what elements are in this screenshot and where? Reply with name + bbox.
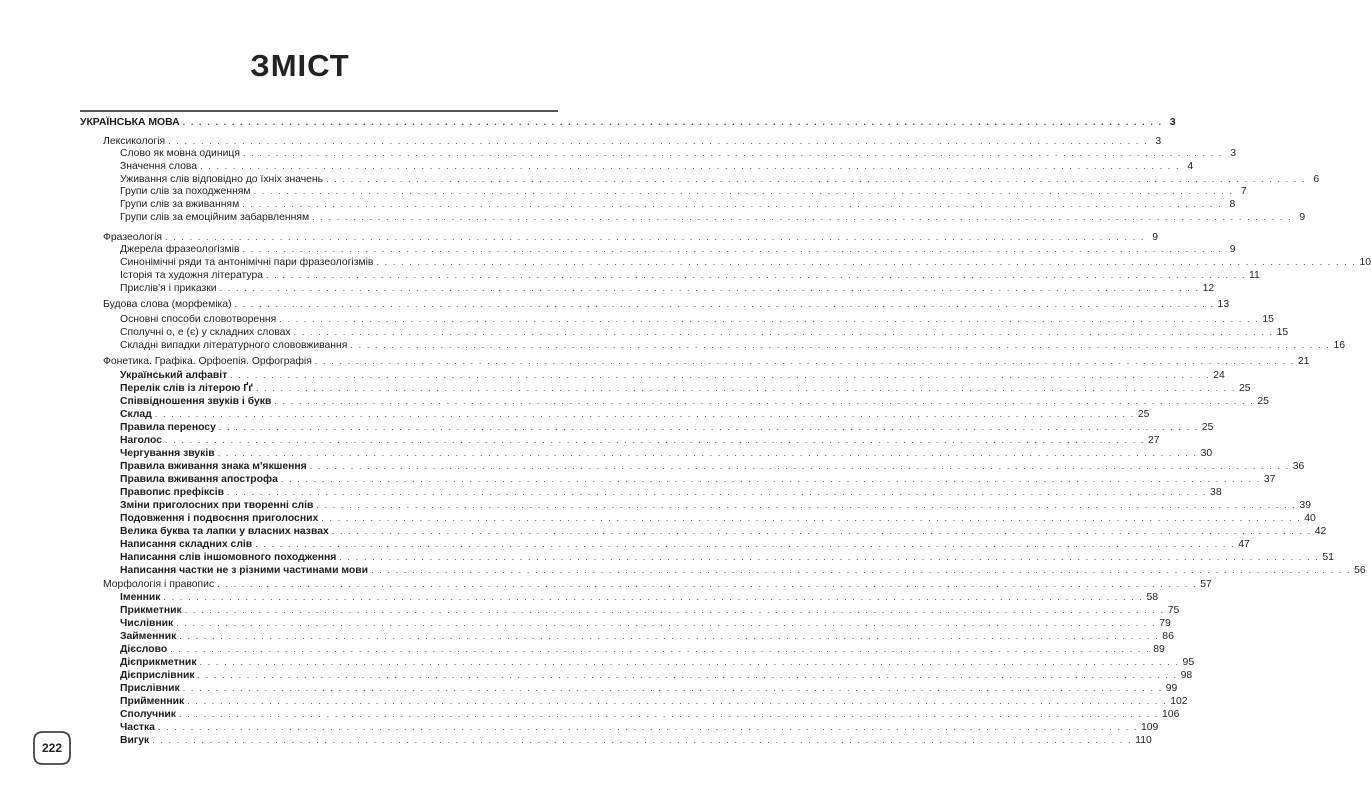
toc-entry-page: 89 [1153,644,1165,655]
toc-entry-page: 58 [1146,592,1159,603]
toc-leader-dots: . . . . . . . . . . . . . . . . . . . . . . . . . . . . . . . . . . . . . . . . . . . . . . . . . . . . . . . . . . . . . . . . . . . . . . . . . . . . . . . . . . . . . . . . . . . . . . . . . . . . . . . . . . . . . . . . . . . . . . . . [280,474,1261,484]
toc-entry-label: Фразеологія [103,232,163,243]
toc-entry-page: 8 [1229,199,1236,210]
toc-leader-dots: . . . . . . . . . . . . . . . . . . . . . . . . . . . . . . . . . . . . . . . . . . . . . . . . . . . . . . . . . . . . . . . . . . . . . . . . . . . . . . . . . . . . . . . . . . . . . . . . . . . . . . . . . . . . . . . . . . . . . . . . [179,631,1160,641]
toc-leader-dots: . . . . . . . . . . . . . . . . . . . . . . . . . . . . . . . . . . . . . . . . . . . . . . . . . . . . . . . . . . . . . . . . . . . . . . . . . . . . . . . . . . . . . . . . . . . . . . . . . . . . . . . . . . . . . . . . . . . . . . . . [331,526,1312,536]
toc-leader-dots: . . . . . . . . . . . . . . . . . . . . . . . . . . . . . . . . . . . . . . . . . . . . . . . . . . . . . . . . . . . . . . . . . . . . . . . . . . . . . . . . . . . . . . . . . . . . . . . . . . . . . . . . . . . . . . . . . . . . . . . . [350,340,1331,350]
toc-leader-dots: . . . . . . . . . . . . . . . . . . . . . . . . . . . . . . . . . . . . . . . . . . . . . . . . . . . . . . . . . . . . . . . . . . . . . . . . . . . . . . . . . . . . . . . . . . . . . . . . . . . . . . . . . . . . . . . . . . . . . . . . [154,409,1135,419]
toc-item [120,512,1316,525]
toc-entry-label: Правила вживання апострофа [120,474,278,485]
toc-leader-dots: . . . . . . . . . . . . . . . . . . . . . . . . . . . . . . . . . . . . . . . . . . . . . . . . . . . . . . . . . . . . . . . . . . . . . . . . . . . . . . . . . . . . . . . . . . . . . . . . . . . . . . . . . . . . . . . . . . . . . . . . [255,383,1236,393]
toc-item [120,447,1213,460]
toc-entry-label: Прислів'я і приказки [120,283,217,294]
toc-chapter [103,355,1310,368]
toc-entry-label: Сполучні о, е (є) у складних словах [120,327,291,338]
toc-item [120,369,1225,382]
toc-leader-dots: . . . . . . . . . . . . . . . . . . . . . . . . . . . . . . . . . . . . . . . . . . . . . . . . . . . . . . . . . . . . . . . . . . . . . . . . . . . . . . . . . . . . . . . . . . . . . . . . . . . . . . . . . . . . . . . . . . . . . . . . [242,244,1223,254]
toc-leader-dots: . . . . . . . . . . . . . . . . . . . . . . . . . . . . . . . . . . . . . . . . . . . . . . . . . . . . . . . . . . . . . . . . . . . . . . . . . . . . . . . . . . . . . . . . . . . . . . . . . . . . . . . . . . . . . . . . . . . . . . . . [184,605,1165,615]
toc-entry-page: 6 [1313,174,1320,185]
toc-leader-dots: . . . . . . . . . . . . . . . . . . . . . . . . . . . . . . . . . . . . . . . . . . . . . . . . . . . . . . . . . . . . . . . . . . . . . . . . . . . . . . . . . . . . . . . . . . . . . . . . . . . . . . . . . . . . . . . . . . . . . . . . [199,657,1180,667]
toc-leader-dots: . . . . . . . . . . . . . . . . . . . . . . . . . . . . . . . . . . . . . . . . . . . . . . . . . . . . . . . . . . . . . . . . . . . . . . . . . . . . . . . . . . . . . . . . . . . . . . . . . . . . . . . . . . . . . . . . . . . . . . . . [219,283,1200,293]
toc-leader-dots: . . . . . . . . . . . . . . . . . . . . . . . . . . . . . . . . . . . . . . . . . . . . . . . . . . . . . . . . . . . . . . . . . . . . . . . . . . . . . . . . . . . . . . . . . . . . . . . . . . . . . . . . . . . . . . . . . . . . . . . . [218,422,1199,432]
toc-entry-page: 109 [1140,722,1159,733]
toc-item [120,708,1180,721]
toc-entry-page: 13 [1217,299,1230,310]
toc-item [120,656,1195,669]
toc-leader-dots: . . . . . . . . . . . . . . . . . . . . . . . . . . . . . . . . . . . . . . . . . . . . . . . . . . . . . . . . . . . . . . . . . . . . . . . . . . . . . . . . . . . . . . . . . . . . . . . . . . . . . . . . . . . . . . . . . . . . . . . . [168,136,1149,146]
toc-item [120,734,1152,747]
toc-item [120,499,1311,512]
toc-leader-dots: . . . . . . . . . . . . . . . . . . . . . . . . . . . . . . . . . . . . . . . . . . . . . . . . . . . . . . . . . . . . . . . . . . . . . . . . . . . . . . . . . . . . . . . . . . . . . . . . . . . . . . . . . . . . . . . . . . . . . . . . [165,232,1146,242]
toc-item [120,669,1193,682]
toc-entry-label: Морфологія і правопис [103,579,215,590]
toc-entry-label: Складні випадки літературного слововживання [120,340,348,351]
toc-entry-page: 51 [1322,552,1334,563]
toc-leader-dots: . . . . . . . . . . . . . . . . . . . . . . . . . . . . . . . . . . . . . . . . . . . . . . . . . . . . . . . . . . . . . . . . . . . . . . . . . . . . . . . . . . . . . . . . . . . . . . . . . . . . . . . . . . . . . . . . . . . . . . . . [230,370,1211,380]
toc-entry-label: Групи слів за вживанням [120,199,240,210]
toc-entry-label: Написання частки не з різними частинами мови [120,565,369,576]
toc-entry-page: 36 [1292,461,1305,472]
toc-leader-dots: . . . . . . . . . . . . . . . . . . . . . . . . . . . . . . . . . . . . . . . . . . . . . . . . . . . . . . . . . . . . . . . . . . . . . . . . . . . . . . . . . . . . . . . . . . . . . . . . . . . . . . . . . . . . . . . . . . . . . . . . [371,565,1352,575]
toc-entry-label: Правила вживання знака м'якшення [120,461,307,472]
toc-entry-page: 39 [1299,500,1311,511]
toc-entry-page: 37 [1263,474,1276,485]
toc-leader-dots: . . . . . . . . . . . . . . . . . . . . . . . . . . . . . . . . . . . . . . . . . . . . . . . . . . . . . . . . . . . . . . . . . . . . . . . . . . . . . . . . . . . . . . . . . . . . . . . . . . . . . . . . . . . . . . . . . . . . . . . . [152,735,1133,745]
toc-leader-dots: . . . . . . . . . . . . . . . . . . . . . . . . . . . . . . . . . . . . . . . . . . . . . . . . . . . . . . . . . . . . . . . . . . . . . . . . . . . . . . . . . . . . . . . . . . . . . . . . . . . . . . . . . . . . . . . . . . . . . . . . [314,356,1295,366]
toc-entry-page: 25 [1137,409,1150,420]
page-title: ЗМІСТ [250,48,350,83]
toc-leader-dots: . . . . . . . . . . . . . . . . . . . . . . . . . . . . . . . . . . . . . . . . . . . . . . . . . . . . . . . . . . . . . . . . . . . . . . . . . . . . . . . . . . . . . . . . . . . . . . . . . . . . . . . . . . . . . . . . . . . . . . . . [376,257,1357,267]
toc-entry-label: Фонетика. Графіка. Орфоепія. Орфографія [103,356,312,367]
title-divider [80,110,558,112]
toc-item [120,525,1327,538]
toc-entry-page: 4 [1187,161,1194,172]
toc-section [80,116,1176,129]
toc-leader-dots: . . . . . . . . . . . . . . . . . . . . . . . . . . . . . . . . . . . . . . . . . . . . . . . . . . . . . . . . . . . . . . . . . . . . . . . . . . . . . . . . . . . . . . . . . . . . . . . . . . . . . . . . . . . . . . . . . . . . . . . . [312,212,1293,222]
toc-item [120,434,1160,447]
toc-entry-label: Перелік слів із літерою Ґґ [120,383,253,394]
toc-item [120,147,1236,160]
toc-entry-label: Написання слів іншомовного походження [120,552,337,563]
toc-item [120,486,1222,499]
toc-entry-page: 10 [1359,257,1371,268]
toc-entry-label: Синонімічні ряди та антонімічні пари фразеологізмів [120,257,374,268]
toc-entry-label: Групи слів за емоційним забарвленням [120,212,310,223]
toc-item [120,382,1251,395]
toc-item [120,630,1174,643]
toc-entry-label: Історія та художня література [120,270,264,281]
toc-entry-page: 15 [1262,314,1274,325]
toc-item [120,421,1214,434]
toc-entry-label: Чергування звуків [120,448,215,459]
toc-entry-page: 79 [1159,618,1171,629]
toc-entry-page: 3 [1169,117,1176,128]
toc-entry-page: 3 [1155,136,1162,147]
toc-entry-page: 102 [1170,696,1188,707]
toc-entry-label: Іменник [120,592,161,603]
toc-entry-label: Дієслово [120,644,168,655]
toc-entry-page: 57 [1200,579,1212,590]
toc-item [120,551,1334,564]
toc-leader-dots: . . . . . . . . . . . . . . . . . . . . . . . . . . . . . . . . . . . . . . . . . . . . . . . . . . . . . . . . . . . . . . . . . . . . . . . . . . . . . . . . . . . . . . . . . . . . . . . . . . . . . . . . . . . . . . . . . . . . . . . . [309,461,1290,471]
toc-entry-label: Український алфавіт [120,370,228,381]
toc-item [120,211,1306,224]
toc-item [120,256,1371,269]
toc-entry-label: Частка [120,722,155,733]
toc-entry-page: 75 [1167,605,1180,616]
toc-entry-page: 12 [1202,283,1215,294]
toc-entry-label: Групи слів за походженням [120,186,251,197]
toc-entry-page: 30 [1200,448,1213,459]
toc-entry-page: 24 [1213,370,1225,381]
toc-item [120,243,1236,256]
toc-item [120,617,1171,630]
toc-item [120,604,1180,617]
toc-entry-page: 9 [1152,232,1159,243]
toc-entry-label: Слово як мовна одиниця [120,148,240,159]
toc-item [120,538,1250,551]
toc-leader-dots: . . . . . . . . . . . . . . . . . . . . . . . . . . . . . . . . . . . . . . . . . . . . . . . . . . . . . . . . . . . . . . . . . . . . . . . . . . . . . . . . . . . . . . . . . . . . . . . . . . . . . . . . . . . . . . . . . . . . . . . . [200,161,1181,171]
toc-entry-label: Правопис префіксів [120,487,225,498]
toc-leader-dots: . . . . . . . . . . . . . . . . . . . . . . . . . . . . . . . . . . . . . . . . . . . . . . . . . . . . . . . . . . . . . . . . . . . . . . . . . . . . . . . . . . . . . . . . . . . . . . . . . . . . . . . . . . . . . . . . . . . . . . . . [217,579,1198,589]
toc-leader-dots: . . . . . . . . . . . . . . . . . . . . . . . . . . . . . . . . . . . . . . . . . . . . . . . . . . . . . . . . . . . . . . . . . . . . . . . . . . . . . . . . . . . . . . . . . . . . . . . . . . . . . . . . . . . . . . . . . . . . . . . . [321,513,1302,523]
toc-entry-label: Дієприслівник [120,670,195,681]
toc-entry-label: Будова слова (морфеміка) [103,299,232,310]
toc-entry-page: 110 [1135,735,1152,746]
toc-entry-page: 11 [1249,270,1260,281]
toc-leader-dots: . . . . . . . . . . . . . . . . . . . . . . . . . . . . . . . . . . . . . . . . . . . . . . . . . . . . . . . . . . . . . . . . . . . . . . . . . . . . . . . . . . . . . . . . . . . . . . . . . . . . . . . . . . . . . . . . . . . . . . . . [217,448,1198,458]
toc-leader-dots: . . . . . . . . . . . . . . . . . . . . . . . . . . . . . . . . . . . . . . . . . . . . . . . . . . . . . . . . . . . . . . . . . . . . . . . . . . . . . . . . . . . . . . . . . . . . . . . . . . . . . . . . . . . . . . . . . . . . . . . . [182,117,1163,127]
toc-entry-label: УКРАЇНСЬКА МОВА [80,117,180,128]
toc-entry-label: Велика буква та лапки у власних назвах [120,526,329,537]
toc-leader-dots: . . . . . . . . . . . . . . . . . . . . . . . . . . . . . . . . . . . . . . . . . . . . . . . . . . . . . . . . . . . . . . . . . . . . . . . . . . . . . . . . . . . . . . . . . . . . . . . . . . . . . . . . . . . . . . . . . . . . . . . . [170,644,1151,654]
toc-item [120,160,1194,173]
toc-item [120,473,1276,486]
toc-item [120,313,1274,326]
toc-item [120,339,1345,352]
toc-entry-page: 3 [1230,148,1236,159]
toc-entry-page: 25 [1257,396,1269,407]
toc-entry-label: Написання складних слів [120,539,253,550]
toc-entry-label: Займенник [120,631,177,642]
toc-item [120,643,1165,656]
toc-leader-dots: . . . . . . . . . . . . . . . . . . . . . . . . . . . . . . . . . . . . . . . . . . . . . . . . . . . . . . . . . . . . . . . . . . . . . . . . . . . . . . . . . . . . . . . . . . . . . . . . . . . . . . . . . . . . . . . . . . . . . . . . [316,500,1297,510]
toc-leader-dots: . . . . . . . . . . . . . . . . . . . . . . . . . . . . . . . . . . . . . . . . . . . . . . . . . . . . . . . . . . . . . . . . . . . . . . . . . . . . . . . . . . . . . . . . . . . . . . . . . . . . . . . . . . . . . . . . . . . . . . . . [339,552,1320,562]
toc-entry-page: 9 [1229,244,1236,255]
toc-item [120,185,1247,198]
toc-leader-dots: . . . . . . . . . . . . . . . . . . . . . . . . . . . . . . . . . . . . . . . . . . . . . . . . . . . . . . . . . . . . . . . . . . . . . . . . . . . . . . . . . . . . . . . . . . . . . . . . . . . . . . . . . . . . . . . . . . . . . . . . [266,270,1247,280]
toc-entry-label: Зміни приголосних при творенні слів [120,500,314,511]
toc-entry-label: Вигук [120,735,150,746]
toc-entry-page: 95 [1182,657,1195,668]
toc-entry-page: 7 [1240,186,1247,197]
toc-entry-page: 40 [1304,513,1316,524]
toc-entry-label: Джерела фразеологізмів [120,244,240,255]
toc-entry-page: 25 [1201,422,1214,433]
toc-leader-dots: . . . . . . . . . . . . . . . . . . . . . . . . . . . . . . . . . . . . . . . . . . . . . . . . . . . . . . . . . . . . . . . . . . . . . . . . . . . . . . . . . . . . . . . . . . . . . . . . . . . . . . . . . . . . . . . . . . . . . . . . [253,186,1234,196]
toc-leader-dots: . . . . . . . . . . . . . . . . . . . . . . . . . . . . . . . . . . . . . . . . . . . . . . . . . . . . . . . . . . . . . . . . . . . . . . . . . . . . . . . . . . . . . . . . . . . . . . . . . . . . . . . . . . . . . . . . . . . . . . . . [326,174,1307,184]
toc-entry-page: 86 [1162,631,1174,642]
toc-entry-page: 25 [1238,383,1251,394]
toc-item [120,408,1150,421]
toc-item [120,269,1260,282]
toc-entry-label: Наголос [120,435,163,446]
toc-chapter [103,298,1230,311]
toc-entry-label: Числівник [120,618,174,629]
toc-chapter [103,578,1212,591]
toc-leader-dots: . . . . . . . . . . . . . . . . . . . . . . . . . . . . . . . . . . . . . . . . . . . . . . . . . . . . . . . . . . . . . . . . . . . . . . . . . . . . . . . . . . . . . . . . . . . . . . . . . . . . . . . . . . . . . . . . . . . . . . . . [182,683,1163,693]
toc-entry-page: 15 [1276,327,1289,338]
toc-entry-label: Співвідношення звуків і букв [120,396,272,407]
toc-leader-dots: . . . . . . . . . . . . . . . . . . . . . . . . . . . . . . . . . . . . . . . . . . . . . . . . . . . . . . . . . . . . . . . . . . . . . . . . . . . . . . . . . . . . . . . . . . . . . . . . . . . . . . . . . . . . . . . . . . . . . . . . [176,618,1157,628]
toc-item [120,326,1289,339]
toc-item [120,682,1178,695]
toc-entry-label: Прикметник [120,605,182,616]
page-number-badge [33,731,71,765]
toc-leader-dots: . . . . . . . . . . . . . . . . . . . . . . . . . . . . . . . . . . . . . . . . . . . . . . . . . . . . . . . . . . . . . . . . . . . . . . . . . . . . . . . . . . . . . . . . . . . . . . . . . . . . . . . . . . . . . . . . . . . . . . . . [197,670,1178,680]
toc-item [120,564,1366,577]
toc-item [120,721,1159,734]
toc-entry-label: Значення слова [120,161,198,172]
toc-entry-page: 16 [1333,340,1345,351]
toc-leader-dots: . . . . . . . . . . . . . . . . . . . . . . . . . . . . . . . . . . . . . . . . . . . . . . . . . . . . . . . . . . . . . . . . . . . . . . . . . . . . . . . . . . . . . . . . . . . . . . . . . . . . . . . . . . . . . . . . . . . . . . . . [163,592,1144,602]
toc-entry-label: Дієприкметник [120,657,197,668]
toc-leader-dots: . . . . . . . . . . . . . . . . . . . . . . . . . . . . . . . . . . . . . . . . . . . . . . . . . . . . . . . . . . . . . . . . . . . . . . . . . . . . . . . . . . . . . . . . . . . . . . . . . . . . . . . . . . . . . . . . . . . . . . . . [279,314,1260,324]
toc-leader-dots: . . . . . . . . . . . . . . . . . . . . . . . . . . . . . . . . . . . . . . . . . . . . . . . . . . . . . . . . . . . . . . . . . . . . . . . . . . . . . . . . . . . . . . . . . . . . . . . . . . . . . . . . . . . . . . . . . . . . . . . . [179,709,1160,719]
toc-entry-page: 106 [1162,709,1180,720]
toc-entry-label: Основні способи словотворення [120,314,277,325]
toc-leader-dots: . . . . . . . . . . . . . . . . . . . . . . . . . . . . . . . . . . . . . . . . . . . . . . . . . . . . . . . . . . . . . . . . . . . . . . . . . . . . . . . . . . . . . . . . . . . . . . . . . . . . . . . . . . . . . . . . . . . . . . . . [187,696,1168,706]
toc-item [120,695,1188,708]
toc-leader-dots: . . . . . . . . . . . . . . . . . . . . . . . . . . . . . . . . . . . . . . . . . . . . . . . . . . . . . . . . . . . . . . . . . . . . . . . . . . . . . . . . . . . . . . . . . . . . . . . . . . . . . . . . . . . . . . . . . . . . . . . . [157,722,1138,732]
toc-item [120,282,1215,295]
toc-entry-label: Прийменник [120,696,185,707]
toc-leader-dots: . . . . . . . . . . . . . . . . . . . . . . . . . . . . . . . . . . . . . . . . . . . . . . . . . . . . . . . . . . . . . . . . . . . . . . . . . . . . . . . . . . . . . . . . . . . . . . . . . . . . . . . . . . . . . . . . . . . . . . . . [227,487,1208,497]
toc-entry-label: Склад [120,409,152,420]
toc-leader-dots: . . . . . . . . . . . . . . . . . . . . . . . . . . . . . . . . . . . . . . . . . . . . . . . . . . . . . . . . . . . . . . . . . . . . . . . . . . . . . . . . . . . . . . . . . . . . . . . . . . . . . . . . . . . . . . . . . . . . . . . . [165,435,1146,445]
toc-item [120,460,1305,473]
toc-entry-page: 38 [1210,487,1222,498]
toc-item [120,395,1269,408]
toc-entry-page: 42 [1314,526,1327,537]
toc-entry-label: Уживання слів відповідно до їхніх значень [120,174,324,185]
toc-leader-dots: . . . . . . . . . . . . . . . . . . . . . . . . . . . . . . . . . . . . . . . . . . . . . . . . . . . . . . . . . . . . . . . . . . . . . . . . . . . . . . . . . . . . . . . . . . . . . . . . . . . . . . . . . . . . . . . . . . . . . . . . [242,148,1223,158]
toc-leader-dots: . . . . . . . . . . . . . . . . . . . . . . . . . . . . . . . . . . . . . . . . . . . . . . . . . . . . . . . . . . . . . . . . . . . . . . . . . . . . . . . . . . . . . . . . . . . . . . . . . . . . . . . . . . . . . . . . . . . . . . . . [274,396,1255,406]
toc-entry-page: 21 [1297,356,1310,367]
toc-entry-page: 27 [1148,435,1160,446]
toc-entry-page: 56 [1354,565,1366,576]
toc-leader-dots: . . . . . . . . . . . . . . . . . . . . . . . . . . . . . . . . . . . . . . . . . . . . . . . . . . . . . . . . . . . . . . . . . . . . . . . . . . . . . . . . . . . . . . . . . . . . . . . . . . . . . . . . . . . . . . . . . . . . . . . . [234,299,1215,309]
toc-entry-page: 98 [1180,670,1193,681]
toc-entry-label: Сполучник [120,709,177,720]
toc-entry-label: Прислівник [120,683,180,694]
toc-leader-dots: . . . . . . . . . . . . . . . . . . . . . . . . . . . . . . . . . . . . . . . . . . . . . . . . . . . . . . . . . . . . . . . . . . . . . . . . . . . . . . . . . . . . . . . . . . . . . . . . . . . . . . . . . . . . . . . . . . . . . . . . [242,199,1223,209]
toc-entry-page: 9 [1299,212,1306,223]
toc-item [120,198,1236,211]
toc-leader-dots: . . . . . . . . . . . . . . . . . . . . . . . . . . . . . . . . . . . . . . . . . . . . . . . . . . . . . . . . . . . . . . . . . . . . . . . . . . . . . . . . . . . . . . . . . . . . . . . . . . . . . . . . . . . . . . . . . . . . . . . . [255,539,1236,549]
toc-entry-page: 99 [1165,683,1178,694]
toc-leader-dots: . . . . . . . . . . . . . . . . . . . . . . . . . . . . . . . . . . . . . . . . . . . . . . . . . . . . . . . . . . . . . . . . . . . . . . . . . . . . . . . . . . . . . . . . . . . . . . . . . . . . . . . . . . . . . . . . . . . . . . . . [293,327,1274,337]
page-number: 222 [41,741,63,755]
toc-entry-page: 47 [1238,539,1250,550]
toc-entry-label: Подовження і подвоєння приголосних [120,513,319,524]
toc-item [120,591,1159,604]
toc-entry-label: Лексикологія [103,136,166,147]
toc-entry-label: Правила переносу [120,422,216,433]
